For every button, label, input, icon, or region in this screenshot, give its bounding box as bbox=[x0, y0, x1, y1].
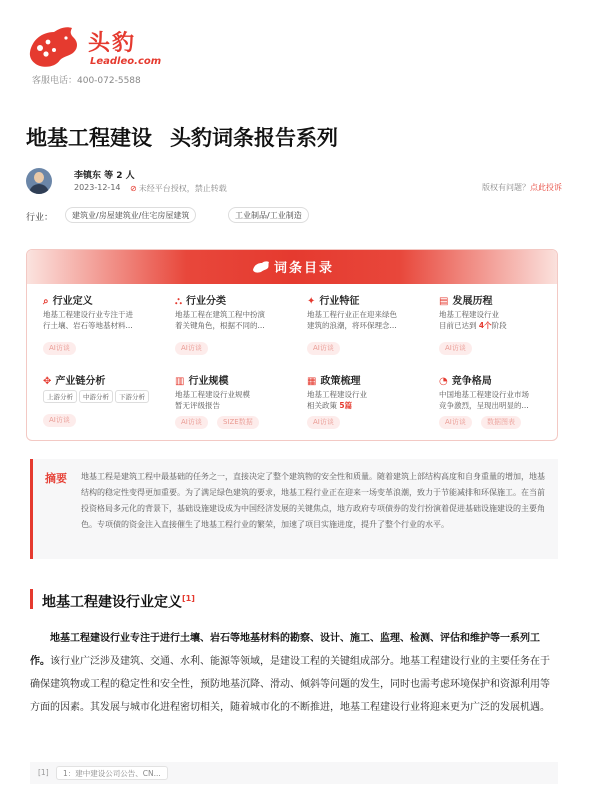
ai-interview-pill[interactable]: AI访谈 bbox=[175, 342, 208, 355]
leopard-logo-icon[interactable] bbox=[26, 22, 80, 70]
table-of-contents bbox=[26, 249, 558, 441]
footnote-source-chip[interactable]: 1：建中建设公司公告、CN... bbox=[56, 766, 168, 780]
toc-card-market-size[interactable]: ▥ 行业规模 地基工程建设行业规模 暂无评级报告 AI访谈 SIZE数据 bbox=[175, 372, 303, 441]
avatar[interactable] bbox=[26, 168, 52, 194]
section-body bbox=[30, 627, 558, 719]
toc-card-history[interactable]: ▤ 发展历程 地基工程建设行业 目前已达到 4个阶段 AI访谈 bbox=[439, 292, 558, 364]
industry-tag[interactable]: 建筑业/房屋建筑业/住宅房屋建筑 bbox=[65, 207, 196, 223]
reference-link[interactable]: [1] bbox=[182, 594, 195, 603]
copyright-feedback: 版权有问题？点此投诉 bbox=[482, 183, 562, 192]
toc-card-policy[interactable]: ▦ 政策梳理 地基工程建设行业 相关政策 5篇 AI访谈 bbox=[307, 372, 435, 441]
report-series: 头豹词条报告系列 bbox=[170, 126, 338, 150]
abstract-label: 摘要 bbox=[45, 472, 67, 485]
footnote-bar bbox=[30, 762, 558, 784]
author-names[interactable]: 李镇东 等 2 人 bbox=[74, 171, 135, 181]
brand-name-en: Leadleo.com bbox=[90, 56, 162, 67]
section-rest: 该行业广泛涉及建筑、交通、水利、能源等领域，是建设工程的关键组成部分。地基工程建设行业的主要任务在于确保建筑物或工程的稳定性和安全性，预防地基沉降、滑动、倾斜等问题的发生，同时也需考虑环境保护和资源利用等方面的因素。其发展与城市化进程密切相关，随着城市化的不断推进，地基工程建设行业将迎来更为广泛的发展机遇。 bbox=[30, 656, 550, 713]
site-header bbox=[26, 18, 586, 88]
toc-card-features[interactable]: ✦ 行业特征 地基工程行业正在迎来绿色 建筑的浪潮，将环保理念... AI访谈 bbox=[307, 292, 435, 364]
data-chart-pill[interactable]: 数据图表 bbox=[481, 416, 521, 429]
feature-icon: ✦ bbox=[307, 296, 316, 307]
ai-interview-pill[interactable]: AI访谈 bbox=[439, 342, 472, 355]
history-icon: ▤ bbox=[439, 296, 449, 307]
abstract-box bbox=[30, 459, 558, 559]
toc-card-definition[interactable]: ⌕ 行业定义 地基工程建设行业专注于进 行土壤、岩石等地基材料... AI访谈 bbox=[43, 292, 171, 364]
toc-card-industry-chain[interactable]: ✥ 产业链分析 上游分析 中游分析 下游分析 AI访谈 bbox=[43, 372, 171, 441]
copyright-notice: ⊘ 未经平台授权，禁止转载 bbox=[130, 184, 227, 193]
publish-date: 2023-12-14 bbox=[74, 183, 121, 192]
toc-card-competition[interactable]: ◔ 竞争格局 中国地基工程建设行业市场 竞争激烈，呈现出明显的... AI访谈 数据图表 bbox=[439, 372, 558, 441]
industry-tag[interactable]: 工业制品/工业制造 bbox=[228, 207, 309, 223]
page-title bbox=[26, 122, 338, 152]
ai-interview-pill[interactable]: AI访谈 bbox=[307, 416, 340, 429]
section-lead: 地基工程建设行业专注于进行土壤、岩石等地基材料的勘察、设计、施工、监理、检测、评估和维护等一系列工作。 bbox=[30, 633, 540, 667]
brand-name-cn: 头豹 bbox=[88, 31, 137, 56]
author-row bbox=[26, 166, 562, 200]
pie-chart-icon: ◔ bbox=[439, 376, 448, 387]
abstract-text: 地基工程是建筑工程中最基础的任务之一，直接决定了整个建筑物的安全性和质量。随着建筑上部结构高度和自身重量的增加，地基结构的稳定性变得更加重要。为了满足绿色建筑的要求，地基工程行业正在迎来一场变革浪潮，致力于节能减排和环保施工。在当前投资格局多元化的背景下，基础设施建设成为中国经济发展的关键焦点，地方政府专项债券的发行扮演着促进基础设施建设的主要角色。专项债的资金注入直接催生了地基工程行业的繁荣，加速了项目实施进度，提升了整个行业的水平。 bbox=[81, 472, 545, 529]
bar-chart-icon: ▥ bbox=[175, 376, 185, 387]
report-complaint-link[interactable]: 点此投诉 bbox=[530, 183, 562, 192]
ai-interview-pill[interactable]: AI访谈 bbox=[175, 416, 208, 429]
ai-interview-pill[interactable]: AI访谈 bbox=[439, 416, 472, 429]
chain-icon: ✥ bbox=[43, 376, 52, 387]
policy-icon: ▦ bbox=[307, 376, 317, 387]
size-data-pill[interactable]: SIZE数据 bbox=[217, 416, 259, 429]
toc-title: 词条目录 bbox=[273, 261, 334, 276]
footnote-number: [1] bbox=[38, 768, 49, 777]
toc-card-classification[interactable]: ⛬ 行业分类 地基工程在建筑工程中扮演 着关键角色，根据不同的... AI访谈 bbox=[175, 292, 303, 364]
structure-icon: ⛬ bbox=[175, 296, 182, 307]
magnifier-icon: ⌕ bbox=[43, 296, 49, 307]
downstream-tag[interactable]: 下游分析 bbox=[115, 390, 149, 403]
upstream-tag[interactable]: 上游分析 bbox=[43, 390, 77, 403]
report-title: 地基工程建设 bbox=[26, 126, 152, 150]
section-title: 地基工程建设行业定义[1] bbox=[30, 589, 195, 609]
hotline-text: 客服电话：400-072-5588 bbox=[32, 76, 141, 86]
ai-interview-pill[interactable]: AI访谈 bbox=[307, 342, 340, 355]
industry-label: 行业： bbox=[26, 213, 54, 223]
leopard-icon bbox=[252, 260, 270, 274]
toc-header bbox=[27, 250, 558, 284]
ban-icon: ⊘ bbox=[130, 184, 137, 193]
midstream-tag[interactable]: 中游分析 bbox=[79, 390, 113, 403]
ai-interview-pill[interactable]: AI访谈 bbox=[43, 414, 76, 427]
ai-interview-pill[interactable]: AI访谈 bbox=[43, 342, 76, 355]
